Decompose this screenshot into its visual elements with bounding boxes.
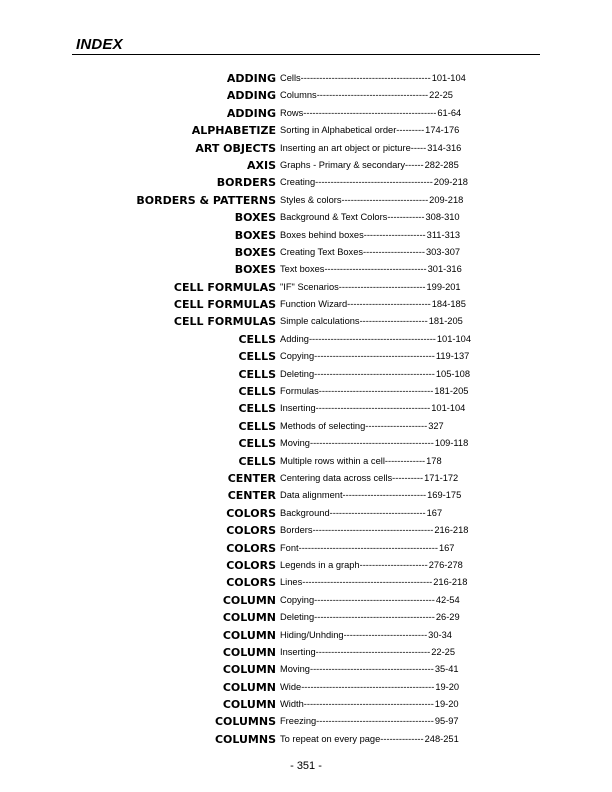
entry-keyword: COLORS xyxy=(226,558,276,572)
entry-detail xyxy=(280,400,540,417)
index-entry xyxy=(0,540,612,557)
index-entry xyxy=(0,366,612,383)
entry-pages: 327 xyxy=(428,420,444,431)
entry-leader-dashes: ---------------------------------------- xyxy=(309,664,434,675)
entry-pages: 216-218 xyxy=(434,525,469,536)
index-entry xyxy=(0,557,612,574)
entry-topic: Lines xyxy=(280,577,303,588)
entry-keyword: ADDING xyxy=(226,106,276,120)
index-title: INDEX xyxy=(76,36,123,53)
entry-keyword: CELLS xyxy=(238,332,276,346)
entry-detail xyxy=(280,470,540,487)
index-entry xyxy=(0,400,612,417)
entry-pages: 101-104 xyxy=(431,403,466,414)
index-entry xyxy=(0,574,612,591)
entry-topic: Copying xyxy=(280,351,315,362)
entry-leader-dashes: -------------- xyxy=(380,733,424,744)
entry-keyword: COLUMN xyxy=(222,628,276,642)
entry-detail xyxy=(280,557,540,574)
entry-detail xyxy=(280,627,540,644)
entry-topic: Creating Text Boxes xyxy=(280,246,364,257)
index-entry-list xyxy=(0,70,612,748)
index-entry xyxy=(0,505,612,522)
entry-topic: Inserting an art object or picture xyxy=(280,142,411,153)
entry-detail xyxy=(280,279,540,296)
entry-leader-dashes: -------------------- xyxy=(365,420,428,431)
entry-topic: Borders xyxy=(280,525,313,536)
entry-topic: Moving xyxy=(280,438,310,449)
page-number: - 351 - xyxy=(290,760,322,772)
entry-leader-dashes: --------- xyxy=(396,125,425,136)
entry-leader-dashes: ----------------------------------------- xyxy=(308,333,436,344)
entry-keyword: BORDERS & PATTERNS xyxy=(136,193,276,207)
entry-leader-dashes: ------------------------------------------ xyxy=(302,577,433,588)
entry-topic: Methods of selecting xyxy=(280,420,366,431)
entry-detail xyxy=(280,679,540,696)
entry-keyword: CELLS xyxy=(238,454,276,468)
entry-detail xyxy=(280,157,540,174)
entry-leader-dashes: ------------------------------------------- xyxy=(301,681,435,692)
index-entry xyxy=(0,435,612,452)
entry-detail xyxy=(280,70,540,87)
entry-pages: 311-313 xyxy=(426,229,461,240)
entry-leader-dashes: ---------------------------- xyxy=(338,281,426,292)
entry-topic: Sorting in Alphabetical order xyxy=(280,125,397,136)
entry-leader-dashes: --------------------------------- xyxy=(324,264,427,275)
index-entry xyxy=(0,627,612,644)
index-entry xyxy=(0,696,612,713)
entry-detail xyxy=(280,331,540,348)
entry-topic: Columns xyxy=(280,90,317,101)
entry-pages: 199-201 xyxy=(426,281,461,292)
entry-keyword: CELL FORMULAS xyxy=(173,280,276,294)
entry-detail xyxy=(280,487,540,504)
entry-detail xyxy=(280,609,540,626)
entry-topic: Inserting xyxy=(280,403,316,414)
entry-keyword: BORDERS xyxy=(216,176,276,190)
entry-leader-dashes: --------------------------------------- xyxy=(314,368,435,379)
entry-pages: 167 xyxy=(426,507,443,518)
index-entry xyxy=(0,279,612,296)
index-entry xyxy=(0,227,612,244)
entry-keyword: ADDING xyxy=(226,72,276,85)
entry-detail xyxy=(280,696,540,713)
entry-keyword: CELL FORMULAS xyxy=(173,315,276,329)
entry-pages: 308-310 xyxy=(425,212,460,223)
entry-leader-dashes: --------------------------------------- xyxy=(314,594,435,605)
entry-detail xyxy=(280,713,540,730)
entry-keyword: BOXES xyxy=(234,211,276,225)
index-entry xyxy=(0,487,612,504)
entry-leader-dashes: ------------------------------------------- xyxy=(303,107,437,118)
index-entry xyxy=(0,453,612,470)
entry-topic: Background & Text Colors xyxy=(280,212,388,223)
entry-keyword: BOXES xyxy=(234,228,276,242)
entry-leader-dashes: -------------------- xyxy=(363,246,425,257)
index-entry xyxy=(0,713,612,730)
entry-leader-dashes: ------------- xyxy=(384,455,426,466)
entry-pages: 303-307 xyxy=(425,246,461,257)
entry-topic: Wide xyxy=(280,681,302,692)
entry-pages: 22-25 xyxy=(431,646,456,657)
entry-leader-dashes: --------------------------------------- xyxy=(314,351,435,362)
index-entry xyxy=(0,122,612,139)
index-entry xyxy=(0,70,612,87)
entry-keyword: CELLS xyxy=(238,402,276,416)
entry-detail xyxy=(280,383,540,400)
entry-detail xyxy=(280,209,540,226)
entry-topic: Deleting xyxy=(280,612,315,623)
entry-detail xyxy=(280,261,540,278)
entry-topic: Inserting xyxy=(280,646,316,657)
entry-leader-dashes: ---------------------------- xyxy=(341,194,429,205)
entry-leader-dashes: ---------------------------------------- xyxy=(309,438,434,449)
entry-leader-dashes: ------------------------------- xyxy=(329,507,426,518)
entry-topic: Text boxes xyxy=(280,264,325,275)
index-entry xyxy=(0,522,612,539)
entry-detail xyxy=(280,296,540,313)
entry-keyword: CENTER xyxy=(227,471,276,485)
index-entry xyxy=(0,644,612,661)
entry-pages: 181-205 xyxy=(434,386,469,397)
index-entry xyxy=(0,192,612,209)
entry-keyword: CELLS xyxy=(238,350,276,364)
index-entry xyxy=(0,87,612,104)
entry-leader-dashes: ------------------------------------- xyxy=(315,403,431,414)
entry-leader-dashes: ----- xyxy=(410,142,427,153)
index-entry xyxy=(0,157,612,174)
index-entry xyxy=(0,105,612,122)
entry-detail xyxy=(280,540,540,557)
entry-leader-dashes: --------------------------- xyxy=(343,629,428,640)
entry-pages: 276-278 xyxy=(428,559,463,570)
entry-pages: 101-104 xyxy=(431,73,466,83)
entry-topic: Data alignment xyxy=(280,490,343,501)
entry-keyword: BOXES xyxy=(234,245,276,259)
index-entry xyxy=(0,679,612,696)
entry-topic: "IF" Scenarios xyxy=(280,281,339,292)
entry-detail xyxy=(280,87,540,104)
entry-keyword: ADDING xyxy=(226,89,276,103)
entry-keyword: COLUMNS xyxy=(214,732,276,746)
entry-topic: Hiding/Unhding xyxy=(280,629,344,640)
index-entry xyxy=(0,313,612,330)
entry-pages: 109-118 xyxy=(434,438,469,449)
entry-pages: 119-137 xyxy=(435,351,470,362)
entry-pages: 169-175 xyxy=(427,490,462,501)
entry-pages: 95-97 xyxy=(434,716,459,727)
entry-topic: Deleting xyxy=(280,368,315,379)
entry-topic: To repeat on every page xyxy=(280,733,381,744)
entry-detail xyxy=(280,418,540,435)
entry-detail xyxy=(280,174,540,191)
entry-leader-dashes: -------------------------------------- xyxy=(315,177,433,188)
entry-leader-dashes: ------ xyxy=(405,159,424,170)
entry-detail xyxy=(280,574,540,591)
entry-detail xyxy=(280,592,540,609)
index-entry xyxy=(0,592,612,609)
entry-topic: Centering data across cells xyxy=(280,472,393,483)
entry-leader-dashes: ------------------------------------------ xyxy=(303,699,434,710)
index-entry xyxy=(0,470,612,487)
entry-topic: Adding xyxy=(280,333,309,344)
entry-detail xyxy=(280,453,540,470)
entry-keyword: AXIS xyxy=(246,158,276,172)
entry-leader-dashes: -------------------------------------- xyxy=(316,716,434,727)
entry-pages: 314-316 xyxy=(427,142,462,153)
entry-keyword: COLORS xyxy=(226,576,276,590)
entry-keyword: COLUMN xyxy=(222,698,276,712)
entry-keyword: CELLS xyxy=(238,419,276,433)
index-entry xyxy=(0,296,612,313)
entry-detail xyxy=(280,244,540,261)
entry-keyword: CENTER xyxy=(227,489,276,503)
entry-pages: 178 xyxy=(426,455,442,466)
entry-keyword: COLORS xyxy=(226,541,276,555)
entry-leader-dashes: --------------------------------------------- xyxy=(298,542,438,553)
entry-leader-dashes: ------------------------------------------ xyxy=(300,73,431,83)
entry-keyword: COLUMN xyxy=(222,680,276,694)
index-entry xyxy=(0,731,612,748)
title-underline xyxy=(72,54,540,55)
entry-pages: 61-64 xyxy=(437,107,462,118)
entry-keyword: CELLS xyxy=(238,367,276,381)
entry-topic: Multiple rows within a cell xyxy=(280,455,385,466)
entry-leader-dashes: ---------------------- xyxy=(359,316,428,327)
entry-pages: 35-41 xyxy=(434,664,459,675)
entry-pages: 30-34 xyxy=(428,629,452,640)
index-entry xyxy=(0,383,612,400)
entry-detail xyxy=(280,313,540,330)
index-entry xyxy=(0,209,612,226)
entry-topic: Styles & colors xyxy=(280,194,342,205)
entry-leader-dashes: ------------------------------------- xyxy=(315,646,431,657)
entry-keyword: BOXES xyxy=(234,263,276,277)
entry-pages: 248-251 xyxy=(424,733,459,744)
index-entry xyxy=(0,331,612,348)
index-entry xyxy=(0,174,612,191)
entry-detail xyxy=(280,644,540,661)
entry-topic: Graphs - Primary & secondary xyxy=(280,159,406,170)
entry-topic: Moving xyxy=(280,664,310,675)
entry-leader-dashes: --------------------------------------- xyxy=(312,525,434,536)
entry-detail xyxy=(280,505,540,522)
index-entry xyxy=(0,609,612,626)
entry-pages: 22-25 xyxy=(429,90,453,101)
entry-keyword: COLUMN xyxy=(222,645,276,659)
entry-pages: 26-29 xyxy=(435,612,460,623)
entry-pages: 209-218 xyxy=(429,194,464,205)
entry-leader-dashes: ------------------------------------- xyxy=(318,386,434,397)
entry-pages: 181-205 xyxy=(428,316,463,327)
entry-detail xyxy=(280,661,540,678)
entry-pages: 105-108 xyxy=(435,368,470,379)
entry-leader-dashes: ------------------------------------ xyxy=(316,90,429,101)
entry-topic: Simple calculations xyxy=(280,316,360,327)
entry-pages: 184-185 xyxy=(431,299,466,310)
entry-leader-dashes: --------------------------- xyxy=(347,299,431,310)
entry-pages: 167 xyxy=(438,542,455,553)
entry-keyword: COLUMN xyxy=(222,593,276,607)
entry-pages: 216-218 xyxy=(433,577,468,588)
entry-topic: Cells xyxy=(280,73,301,83)
entry-topic: Background xyxy=(280,507,330,518)
entry-topic: Copying xyxy=(280,594,315,605)
entry-leader-dashes: --------------------------- xyxy=(342,490,427,501)
entry-keyword: CELL FORMULAS xyxy=(173,298,276,312)
entry-topic: Rows xyxy=(280,107,304,118)
entry-topic: Font xyxy=(280,542,299,553)
index-entry xyxy=(0,261,612,278)
entry-pages: 42-54 xyxy=(435,594,460,605)
entry-leader-dashes: ---------------------- xyxy=(359,559,428,570)
entry-pages: 282-285 xyxy=(424,159,459,170)
index-entry xyxy=(0,348,612,365)
entry-pages: 101-104 xyxy=(436,333,472,344)
index-entry xyxy=(0,661,612,678)
entry-leader-dashes: -------------------- xyxy=(363,229,426,240)
entry-detail xyxy=(280,348,540,365)
entry-pages: 209-218 xyxy=(433,177,468,188)
entry-detail xyxy=(280,227,540,244)
index-entry xyxy=(0,418,612,435)
entry-topic: Formulas xyxy=(280,386,319,397)
entry-leader-dashes: --------------------------------------- xyxy=(314,612,435,623)
entry-pages: 19-20 xyxy=(435,681,460,692)
index-entry xyxy=(0,140,612,157)
entry-keyword: COLORS xyxy=(226,524,276,538)
entry-pages: 171-172 xyxy=(424,472,459,483)
entry-topic: Width xyxy=(280,699,304,710)
entry-keyword: CELLS xyxy=(238,437,276,451)
entry-keyword: COLUMNS xyxy=(214,715,276,729)
entry-topic: Freezing xyxy=(280,716,317,727)
entry-leader-dashes: ---------- xyxy=(392,472,424,483)
entry-detail xyxy=(280,731,540,748)
entry-topic: Creating xyxy=(280,177,316,188)
entry-keyword: CELLS xyxy=(238,385,276,399)
entry-detail xyxy=(280,105,540,122)
entry-keyword: COLORS xyxy=(226,506,276,520)
entry-topic: Boxes behind boxes xyxy=(280,229,364,240)
entry-keyword: COLUMN xyxy=(222,663,276,677)
entry-keyword: ART OBJECTS xyxy=(195,141,276,155)
entry-pages: 174-176 xyxy=(425,125,460,136)
entry-leader-dashes: ------------ xyxy=(387,212,425,223)
entry-keyword: COLUMN xyxy=(222,611,276,625)
entry-detail xyxy=(280,366,540,383)
entry-pages: 301-316 xyxy=(427,264,462,275)
entry-detail xyxy=(280,122,540,139)
entry-detail xyxy=(280,192,540,209)
entry-keyword: ALPHABETIZE xyxy=(191,124,276,138)
entry-detail xyxy=(280,522,540,539)
entry-pages: 19-20 xyxy=(434,699,459,710)
entry-detail xyxy=(280,435,540,452)
entry-detail xyxy=(280,140,540,157)
index-entry xyxy=(0,244,612,261)
entry-topic: Function Wizard xyxy=(280,299,348,310)
entry-topic: Legends in a graph xyxy=(280,559,360,570)
